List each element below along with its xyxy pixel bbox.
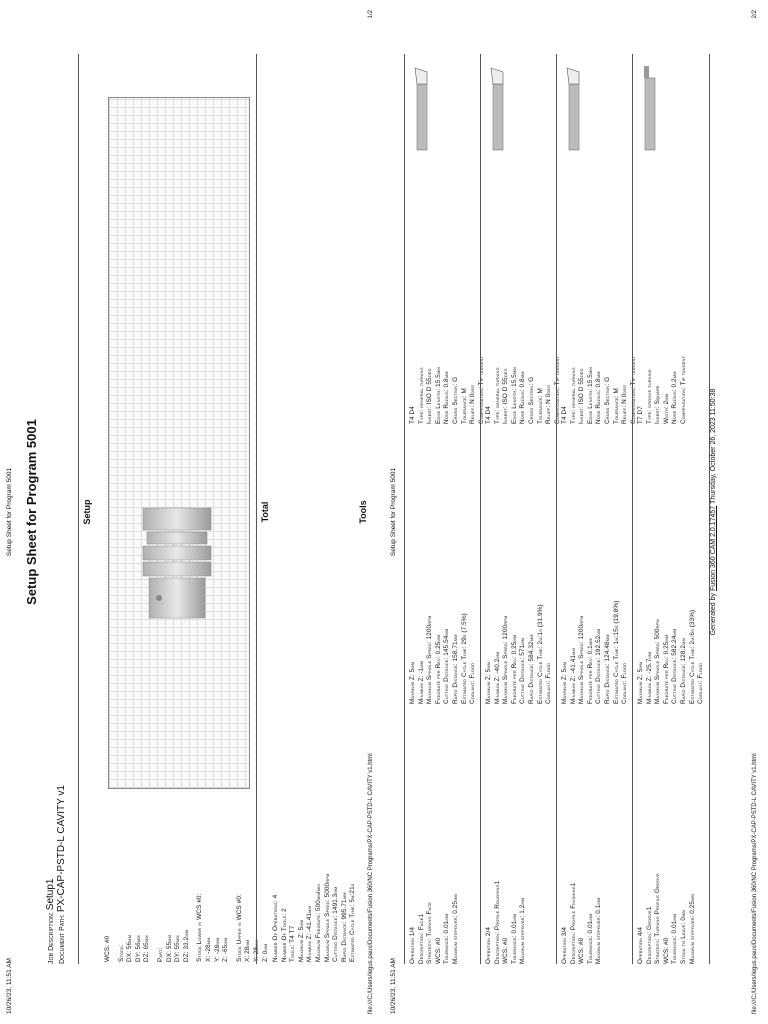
total-line: Number Of Tools: 2 [280, 908, 288, 962]
operation-tool-line: T4 D4 [561, 406, 568, 424]
tool-image [487, 62, 514, 152]
operation-param-line: Minimum Z: -25.7mm [645, 651, 653, 704]
operation-info-line: Operation 2/4 [485, 926, 492, 964]
document-path-label: Document Path: [59, 914, 66, 964]
operation-tool-line: Insert: ISO D 55deg [578, 368, 586, 424]
operation-param-line: Minimum Z: -1mm [417, 660, 425, 704]
document-title: Setup Sheet for Program 5001 [24, 419, 39, 605]
operation-info-line: Stock to Leave: 0mm [679, 910, 687, 964]
operation-param-line: Estimated Cycle Time: 29s (7.5%) [460, 613, 468, 704]
operation-tool-line: Nose Radius: 0.8mm [595, 371, 603, 424]
operation-col1 [485, 881, 528, 964]
operation-info-line: WCS: #0 [578, 937, 586, 964]
operation-info-line: Strategy: Turning Face [426, 901, 434, 964]
setup-line: Z: 0mm [261, 943, 269, 962]
operation-info-line: Maximum stepover: 0.1mm [595, 897, 603, 964]
operation-param-line: Cutting Distance: 192.52mm [595, 628, 603, 704]
operation-param-line: Rapid Distance: 124.48mm [603, 634, 611, 704]
operation-info-line: WCS: #0 [502, 937, 510, 964]
operation-param-line: Estimated Cycle Time: 1m:15s (19.8%) [612, 600, 620, 704]
total-line: Number Of Operations: 4 [272, 894, 279, 962]
operation-tool-line: Cross Section: G [451, 376, 459, 424]
operation-param-line: Maximum Spindle Speed: 1200rpm [426, 615, 434, 704]
operation-info-line: Operation 3/4 [561, 926, 568, 964]
operation-tool-line: Compensation: Tip tangent [629, 355, 637, 424]
print-date: 10/26/23, 11:51 AM [390, 958, 397, 1014]
operation-param-line: Feedrate per Rev: 0.25mm [662, 634, 670, 704]
operation-tool-line: Compensation: Tip tangent [679, 355, 687, 424]
setup-line: DZ: 33.2mm [182, 929, 190, 962]
setup-line: Stock: [117, 944, 125, 962]
tool-image [411, 62, 438, 152]
operation-tool-line: Insert: Square [654, 385, 662, 424]
operation-info-line: Description: Face1 [417, 913, 425, 964]
operation-param-line: Minimum Z: -41.41mm [569, 648, 577, 704]
operation-param-line: Feedrate per Rev: 0.25mm [510, 634, 518, 704]
operation-info-line: Operation 1/4 [409, 926, 416, 964]
operation-param-line: Coolant: Flood [469, 662, 477, 704]
operation-row [477, 54, 561, 964]
operation-tool-line: T4 D4 [409, 406, 416, 424]
total-details [272, 874, 358, 962]
operation-tool-line: Type: general turning [493, 367, 501, 424]
page-footer [752, 10, 762, 1014]
page-header [390, 10, 402, 1014]
operation-tool-line: Width: 2mm [662, 393, 670, 424]
job-info [46, 785, 68, 964]
total-line: Maximum Z: 5mm [297, 919, 305, 962]
operation-param-line: Maximum Spindle Speed: 500rpm [654, 619, 662, 704]
operation-param-line: Coolant: Flood [621, 662, 629, 704]
tool-image [563, 62, 590, 152]
file-path: file:///C:/Users/legus.paux/Documents/Fusion 360/NC Programs/PX-CAP-PSTD-L CAVITY v1.html [752, 753, 758, 1014]
total-rule [256, 54, 257, 964]
operation-col2 [485, 604, 554, 704]
operation-param-line: Feedrate per Rev: 0.25mm [434, 634, 442, 704]
operation-info-line: Tolerance: 0.01mm [510, 913, 518, 964]
tool-image [639, 62, 666, 152]
total-line: Cutting Distance: 1491.3mm [332, 886, 340, 962]
operation-param-line: Coolant: Flood [697, 662, 705, 704]
job-description-label: Job Description: [48, 912, 55, 964]
setup-line: DY: 55mm [174, 935, 182, 962]
print-title: Setup Sheet for Program 5001 [6, 467, 13, 557]
operation-tool-line: Relief: N 0deg [545, 384, 553, 424]
setup-line: DX: 55mm [165, 934, 173, 962]
operation-row [404, 54, 485, 964]
operation-param-line: Maximum Spindle Speed: 1200rpm [578, 615, 586, 704]
operation-info-line: Maximum stepover: 1.2mm [519, 897, 527, 964]
total-line: Maximum Spindle Speed: 5000rpm [323, 873, 331, 962]
operation-param-line: Cutting Distance: 582.24mm [671, 628, 679, 704]
operation-param-line: Estimated Cycle Time: 2m:6s (33%) [688, 609, 696, 704]
operation-col3 [409, 356, 486, 424]
operation-col3 [637, 356, 689, 424]
operation-param-line: Rapid Distance: 584.32mm [527, 634, 535, 704]
print-date: 10/26/23, 11:51 AM [6, 958, 13, 1014]
operation-param-line: Rapid Distance: 128.2mm [679, 638, 687, 704]
setup-line: Stock Upper in WCS #0: [235, 894, 243, 962]
setup-line: Y: 28mm [252, 940, 260, 962]
job-description-value: Setup1 [45, 878, 56, 911]
operation-col1 [637, 873, 697, 964]
operation-tool-line: Relief: N 0deg [469, 384, 477, 424]
generated-by [710, 0, 717, 1024]
generated-prefix: Generated by [710, 592, 717, 636]
operation-tool-line: Edge Length: 15.5mm [510, 367, 518, 424]
operation-info-line: Operation 4/4 [637, 926, 644, 964]
operation-info-line: Maximum stepover: 0.25mm [451, 894, 459, 964]
operation-tool-line: Tolerance: M [612, 388, 620, 424]
total-title: Total [260, 501, 270, 523]
document-path-value: PX-CAP-PSTD-L CAVITY v1 [56, 785, 67, 913]
setup-line: Z: -65mm [222, 937, 230, 962]
groove-tool-image [639, 62, 661, 152]
operation-tool-line: T4 D4 [485, 406, 492, 424]
operation-param-line: Maximum Spindle Speed: 1200rpm [502, 615, 510, 704]
file-path: file:///C:/Users/legus.paux/Documents/Fusion 360/NC Programs/PX-CAP-PSTD-L CAVITY v1.html [368, 753, 374, 1014]
operation-info-line: Strategy: Turning Profile Groove [654, 873, 662, 964]
operation-row [553, 54, 637, 964]
page-footer [368, 10, 378, 1014]
operation-tool-line: Insert: ISO D 55deg [426, 368, 434, 424]
total-line: Rapid Distance: 995.71mm [340, 892, 348, 962]
operation-col1 [561, 883, 604, 964]
operation-tool-line: Tolerance: M [536, 388, 544, 424]
operation-tool-line: Compensation: Tip tangent [553, 355, 561, 424]
setup-line: Stock Lower in WCS #0: [196, 893, 204, 962]
fusion-link[interactable]: Fusion 360 CAM 2.0.17457 [710, 505, 717, 592]
operation-param-line: Cutting Distance: 571mm [519, 637, 527, 704]
operation-info-line: Tolerance: 0.01mm [671, 913, 679, 964]
setup-line: X: 28mm [244, 939, 252, 962]
total-line: Minimum Z: -41.41mm [306, 906, 314, 962]
operation-info-line: Description: Profile Roughing1 [493, 880, 501, 964]
operation-info-line: Maximum stepover: 0.25mm [688, 894, 696, 964]
part-preview-image [109, 98, 249, 788]
setup-line: DY: 56mm [134, 935, 142, 962]
operation-col2 [637, 610, 706, 704]
operation-tool-line: Nose Radius: 0.2mm [671, 371, 679, 424]
operation-param-line: Minimum Z: -40.2mm [493, 651, 501, 704]
setup-line: DZ: 65mm [143, 935, 151, 962]
total-line: Maximum Feedrate: 500mm/min [314, 883, 322, 962]
operation-col2 [409, 613, 478, 704]
operation-tool-line: Type: general turning [569, 367, 577, 424]
operation-info-line: Tolerance: 0.01mm [586, 913, 594, 964]
operation-tool-line: T7 D7 [637, 406, 644, 424]
total-line: Estimated Cycle Time: 5m:21s [349, 883, 357, 962]
operation-col3 [561, 356, 638, 424]
page-number: 1/2 [368, 10, 374, 19]
operation-tool-line: Edge Length: 15.5mm [434, 367, 442, 424]
operation-info-line: Description: Groove1 [645, 906, 653, 964]
operation-tool-line: Type: general turning [417, 367, 425, 424]
setup-line: WCS: #0 [104, 935, 111, 962]
operation-tool-line: Cross Section: G [603, 376, 611, 424]
page-2 [384, 0, 768, 1024]
operation-tool-line: Nose Radius: 0.8mm [519, 371, 527, 424]
operation-param-line: Maximum Z: 5mm [409, 661, 416, 704]
operation-param-line: Rapid Distance: 158.71mm [451, 634, 459, 704]
setup-title: Setup [82, 499, 92, 525]
operation-row [629, 54, 710, 964]
operation-info-line: WCS: #0 [434, 937, 442, 964]
operation-info-line: Tolerance: 0.01mm [443, 913, 451, 964]
operation-param-line: Feedrate per Rev: 0.1mm [586, 638, 594, 704]
setup-line: DX: 56mm [126, 934, 134, 962]
print-title: Setup Sheet for Program 5001 [390, 467, 397, 557]
page-header [6, 10, 18, 1014]
operation-tool-line: Cross Section: G [527, 376, 535, 424]
operation-param-line: Maximum Z: 5mm [485, 661, 492, 704]
operation-tool-line: Type: groove turning [645, 368, 653, 424]
operation-param-line: Maximum Z: 5mm [561, 661, 568, 704]
setup-details [104, 894, 270, 962]
setup-line: Y: -28mm [213, 937, 221, 962]
setup-model-view [108, 97, 250, 789]
operation-info-line: Description: Profile Finishing1 [569, 882, 577, 964]
turning-tool-image [487, 62, 509, 152]
operation-col2 [561, 601, 630, 704]
operation-param-line: Estimated Cycle Time: 2m:1s (31.9%) [536, 604, 544, 704]
setup-line: X: -28mm [204, 937, 212, 962]
operation-tool-line: Nose Radius: 0.8mm [443, 371, 451, 424]
operation-tool-line: Tolerance: M [460, 388, 468, 424]
operation-tool-line: Edge Length: 15.5mm [586, 367, 594, 424]
turning-tool-image [563, 62, 585, 152]
operation-param-line: Maximum Z: 5mm [637, 661, 644, 704]
operation-tool-line: Compensation: Tip tangent [477, 355, 485, 424]
page-number: 2/2 [752, 10, 758, 19]
setup-line: Part: [156, 947, 164, 962]
operation-col3 [485, 356, 562, 424]
operation-info-line: WCS: #0 [662, 937, 670, 964]
turning-tool-image [411, 62, 433, 152]
tools-title: Tools [358, 500, 368, 524]
generated-timestamp: Thursday, October 26, 2023 11:50:38 [710, 388, 717, 504]
operation-col1 [409, 894, 461, 964]
total-line: Tools: T4 T7 [289, 925, 297, 962]
operation-tool-line: Insert: ISO D 55deg [502, 368, 510, 424]
operation-param-line: Cutting Distance: 145.54mm [443, 628, 451, 704]
operation-tool-line: Relief: N 0deg [621, 384, 629, 424]
operation-param-line: Coolant: Flood [545, 662, 553, 704]
